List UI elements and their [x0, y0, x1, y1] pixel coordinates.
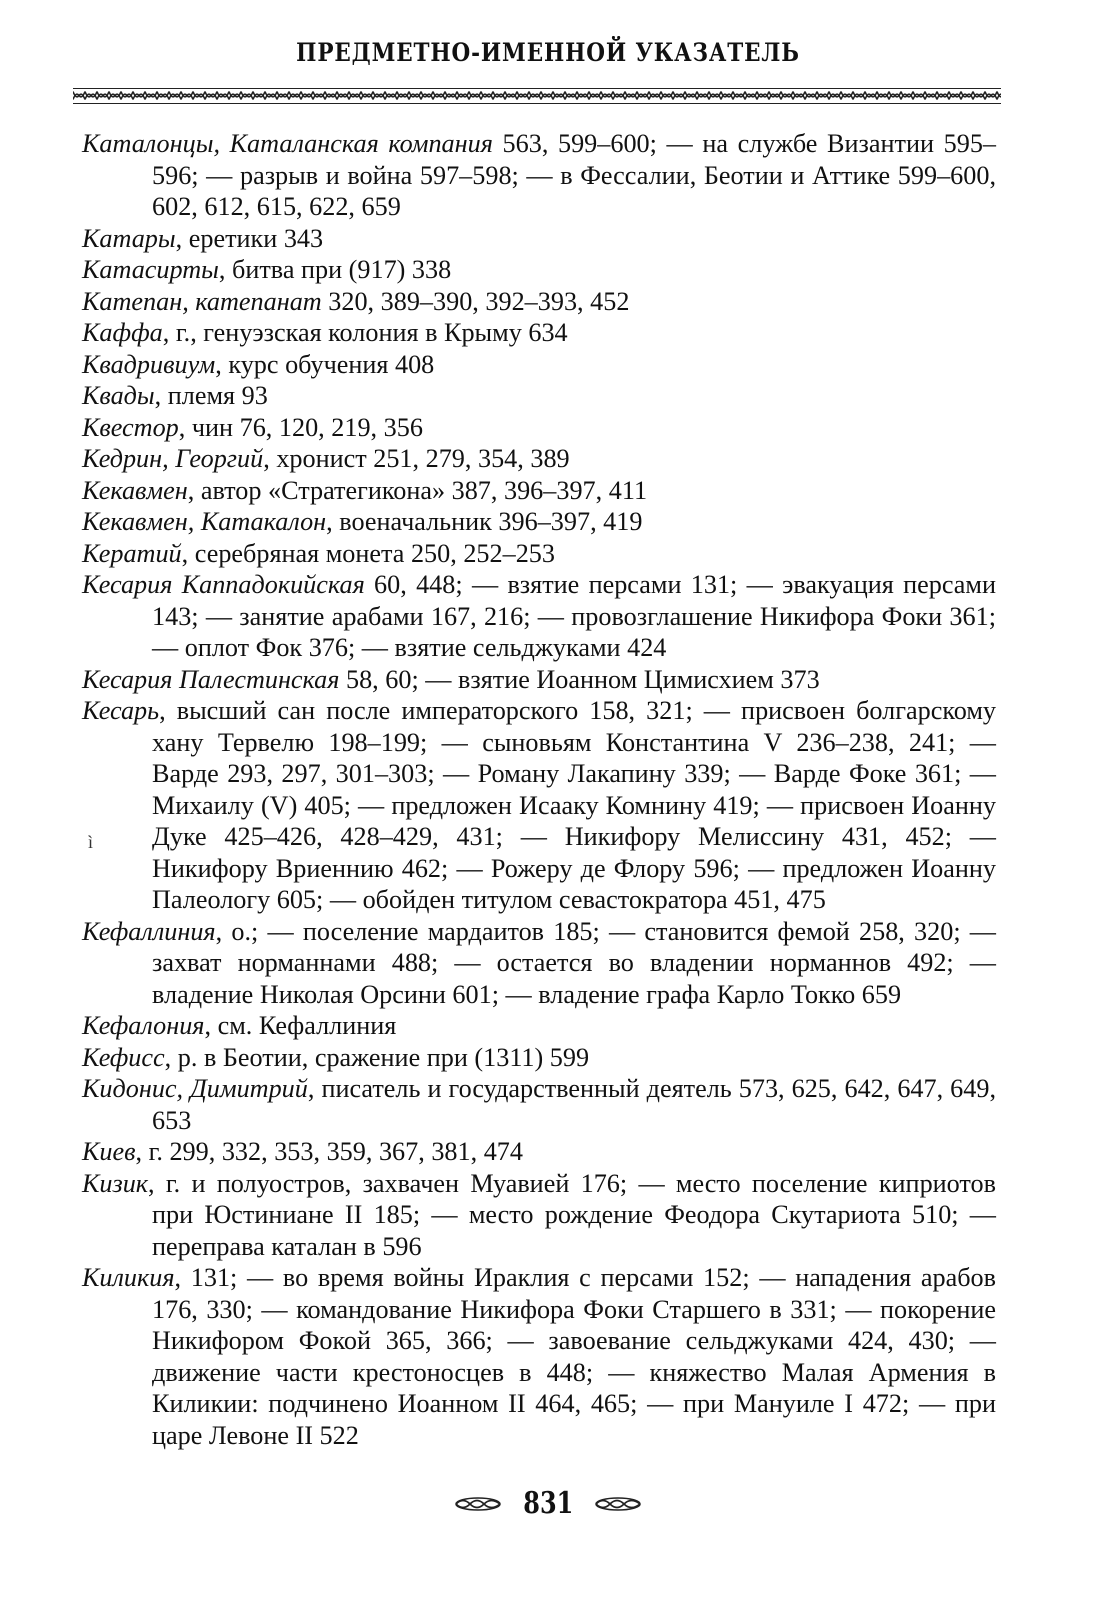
entry-text: , еретики 343 — [175, 223, 324, 253]
entry-heading: Кератий — [82, 538, 182, 568]
entry-heading: Кефаллиния — [82, 916, 216, 946]
entry-heading: Кесарь — [82, 696, 160, 725]
index-entry — [82, 254, 996, 286]
page-number: 831 — [522, 1486, 574, 1521]
entry-heading: Кесария Каппадокийская — [82, 570, 365, 599]
entry-heading: Киев — [82, 1137, 136, 1166]
entry-heading: Кефисс — [82, 1042, 165, 1072]
entry-text: , курс обучения 408 — [215, 349, 435, 379]
stray-margin-mark: ì — [88, 832, 94, 852]
index-entry — [82, 380, 996, 412]
entry-heading: Катепан, катепанат — [82, 286, 322, 316]
entry-heading: Квады — [82, 381, 155, 410]
entry-heading: Кефалония — [82, 1011, 205, 1040]
entry-text: , г., генуэзская колония в Крыму 634 — [162, 318, 568, 347]
entry-text: , высший сан после императорского 158, 321; — присвоен болгарскому хану Тервелю 198–199; — сыновьям Константина V 236–238, 241; — Варде 293, 297, 301–303; — Роману Лакапину 339; — Варде Фоке 361; — Михаилу (V) 405; — предложен Исааку Комнину 419; — присвоен Иоанну Дуке 425–426, 428–429, 431; — Никифору Мелиссину 431, 452; — Никифору Вриеннию 462; — Рожеру де Флору 596; — предложен Иоанну Палеологу 605; — обойден титулом севастократора 451, 475 — [152, 696, 996, 914]
index-entry — [82, 412, 996, 444]
entry-text: , хронист 251, 279, 354, 389 — [263, 444, 570, 473]
entry-text: , военачальник 396–397, 419 — [326, 507, 643, 536]
entry-heading: Киликия — [82, 1263, 175, 1292]
index-entry — [82, 286, 996, 318]
entry-text: , г. 299, 332, 353, 359, 367, 381, 474 — [135, 1137, 523, 1166]
index-entry — [82, 506, 996, 538]
index-entry — [82, 1042, 996, 1074]
knot-ornament-icon — [453, 1496, 503, 1512]
entry-heading: Катасирты — [82, 255, 219, 284]
entry-text: , племя 93 — [154, 381, 268, 410]
index-entry — [82, 916, 996, 1011]
entry-text: 563, 599–600; — на службе Византии 595–596; — разрыв и война 597–598; — в Фессалии, Беотии и Аттике 599–600, 602, 612, 615, 622, 659 — [152, 129, 997, 221]
entry-text: , о.; — поселение мардаитов 185; — становится фемой 258, 320; — захват норманнами 488; — остается во владении норманнов 492; — владение Николая Орсини 601; — владение графа Карло Токко 659 — [152, 916, 996, 1009]
entry-text: , битва при (917) 338 — [218, 255, 452, 284]
entry-heading: Кидонис, Димитрий — [82, 1074, 308, 1103]
entry-text: 60, 448; — взятие персами 131; — эвакуация персами 143; — занятие арабами 167, 216; — провозглашение Никифора Фоки 361; — оплот Фок 376; — взятие сельджуками 424 — [152, 570, 996, 662]
index-entry — [82, 1073, 996, 1136]
entry-heading: Кедрин, Георгий — [82, 444, 264, 473]
entry-text: , р. в Беотии, сражение при (1311) 599 — [164, 1042, 590, 1072]
page-footer — [0, 1486, 1096, 1521]
index-entry — [82, 1168, 996, 1263]
running-head-title: ПРЕДМЕТНО-ИМЕННОЙ УКАЗАТЕЛЬ — [296, 38, 800, 67]
index-entry — [82, 538, 996, 570]
entry-heading: Кекавмен, Катакалон — [82, 507, 327, 536]
entry-heading: Каталонцы, Каталанская компания — [82, 129, 493, 158]
entry-text: , писатель и государственный деятель 573, 625, 642, 647, 649, 653 — [152, 1074, 997, 1135]
braided-border-ornament-icon — [73, 88, 1001, 104]
entry-text: , см. Кефаллиния — [204, 1011, 397, 1040]
entry-text: , 131; — во время войны Ираклия с персами 152; — нападения арабов 176, 330; — командование Никифора Фоки Старшего в 331; — покорение Никифором Фокой 365, 366; — завоевание сельджуками 424, 430; — движение части крестоносцев в 448; — княжество Малая Армения в Киликии: подчинено Иоанном II 464, 465; — при Мануиле I 472; — при царе Левоне II 522 — [152, 1263, 996, 1450]
knot-ornament-icon — [593, 1496, 643, 1512]
index-entry — [82, 223, 996, 255]
entry-text: , серебряная монета 250, 252–253 — [181, 538, 555, 568]
entry-heading: Квадривиум — [82, 349, 216, 379]
index-entry — [82, 1136, 996, 1168]
index-entry — [82, 1010, 996, 1042]
index-entry — [82, 1262, 996, 1451]
index-entry — [82, 128, 996, 223]
entry-text: 320, 389–390, 392–393, 452 — [321, 286, 630, 316]
index-entry — [82, 443, 996, 475]
entry-heading: Квестор — [82, 412, 179, 442]
index-entries — [82, 128, 996, 1451]
entry-heading: Кесария Палестинская — [82, 664, 340, 694]
index-entry — [82, 664, 996, 696]
entry-heading: Кекавмен — [82, 475, 188, 505]
index-entry — [82, 695, 996, 916]
entry-text: , г. и полуостров, захвачен Муавией 176; — место поселение киприотов при Юстиниане II 185; — место рождение Феодора Скутариота 510; — переправа каталан в 596 — [148, 1168, 996, 1261]
index-entry — [82, 349, 996, 381]
entry-heading: Каффа — [82, 318, 163, 347]
index-entry — [82, 475, 996, 507]
entry-heading: Кизик — [82, 1168, 149, 1198]
entry-text: , автор «Стратегикона» 387, 396–397, 411 — [187, 475, 648, 505]
entry-heading: Катары — [82, 223, 176, 253]
entry-text: 58, 60; — взятие Иоанном Цимисхием 373 — [339, 664, 820, 694]
entry-text: , чин 76, 120, 219, 356 — [178, 412, 423, 442]
index-entry — [82, 569, 996, 664]
index-entry — [82, 317, 996, 349]
